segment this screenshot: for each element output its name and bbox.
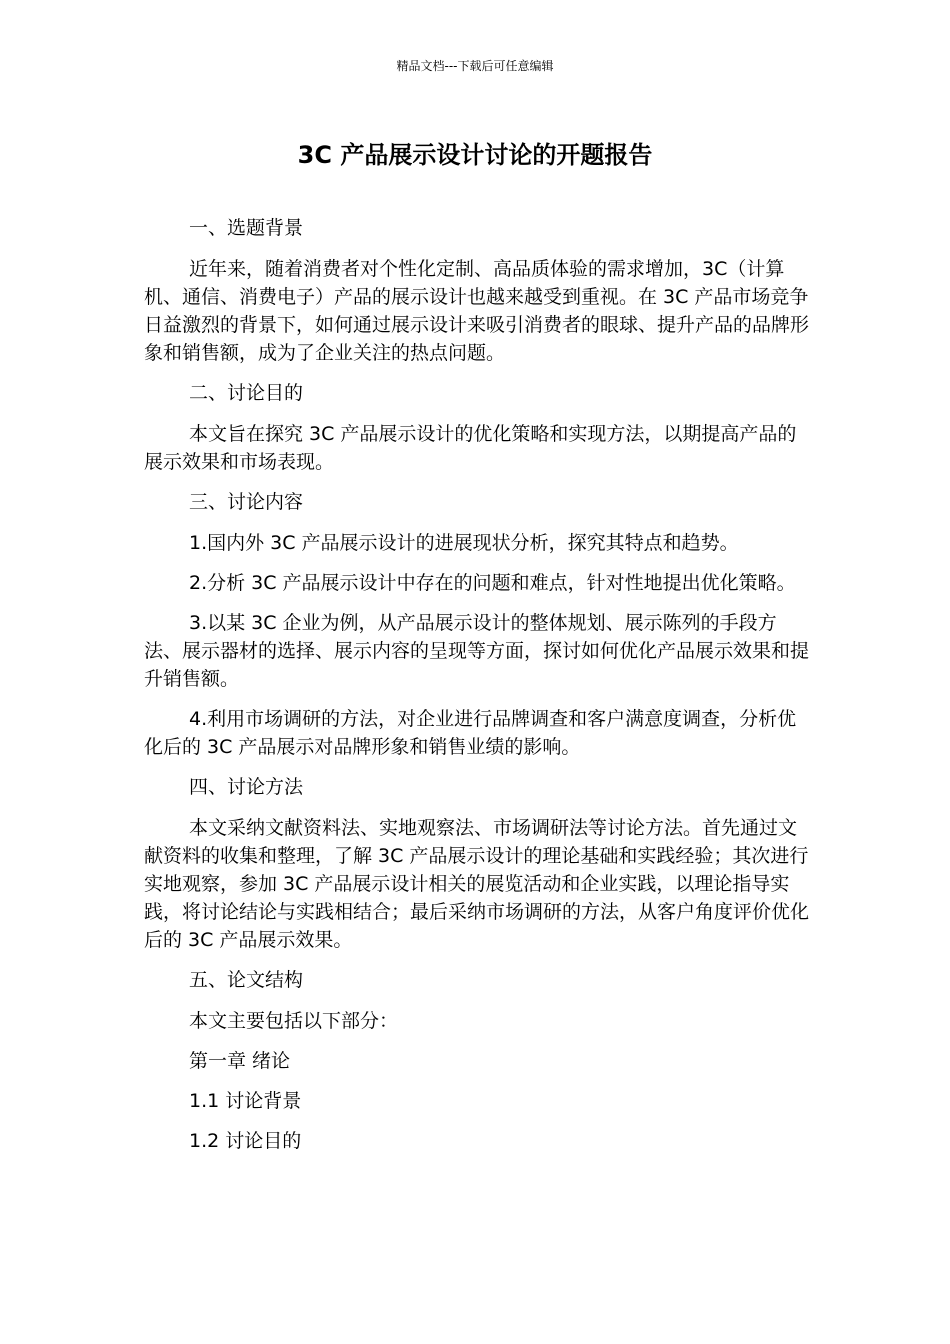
- paragraph-method: 本文采纳文献资料法、实地观察法、市场调研法等讨论方法。首先通过文献资料的收集和整理，了解 3C 产品展示设计的理论基础和实践经验；其次进行实地观察，参加 3C 产品展示设计相关的展览活动和企业实践，以理论指导实践，将讨论结论与实践相结合；最后采纳市场调研的方法，从客户角度评价优化后的 3C 产品展示效果。: [144, 817, 810, 951]
- document-body: [144, 214, 810, 1155]
- page-header: 精品文档---下载后可任意编辑: [396, 59, 554, 73]
- content-item-1: 1.国内外 3C 产品展示设计的进展现状分析，探究其特点和趋势。: [189, 532, 739, 554]
- paragraph-background: 近年来，随着消费者对个性化定制、高品质体验的需求增加，3C（计算机、通信、消费电子）产品的展示设计也越来越受到重视。在 3C 产品市场竞争日益激烈的背景下，如何通过展示设计来吸引消费者的眼球、提升产品的品牌形象和销售额，成为了企业关注的热点问题。: [144, 258, 810, 364]
- section-heading-content: 三、讨论内容: [189, 491, 304, 513]
- paragraph-structure-intro: 本文主要包括以下部分：: [189, 1010, 399, 1032]
- section-heading-structure: 五、论文结构: [189, 969, 304, 991]
- content-item-2: 2.分析 3C 产品展示设计中存在的问题和难点，针对性地提出优化策略。: [189, 572, 796, 594]
- section-heading-background: 一、选题背景: [189, 217, 304, 239]
- chapter-heading: 第一章 绪论: [189, 1050, 291, 1072]
- section-heading-method: 四、讨论方法: [189, 776, 304, 798]
- subsection-item: 1.2 讨论目的: [189, 1130, 302, 1152]
- content-item-3: 3.以某 3C 企业为例，从产品展示设计的整体规划、展示陈列的手段方法、展示器材的选择、展示内容的呈现等方面，探讨如何优化产品展示效果和提升销售额。: [144, 612, 810, 690]
- paragraph-purpose: 本文旨在探究 3C 产品展示设计的优化策略和实现方法，以期提高产品的展示效果和市场表现。: [144, 423, 797, 473]
- document-title: 3C 产品展示设计讨论的开题报告: [297, 141, 653, 169]
- content-item-4: 4.利用市场调研的方法，对企业进行品牌调查和客户满意度调查，分析优化后的 3C 产品展示对品牌形象和销售业绩的影响。: [144, 708, 797, 758]
- section-heading-purpose: 二、讨论目的: [189, 382, 304, 404]
- subsection-item: 1.1 讨论背景: [189, 1090, 302, 1112]
